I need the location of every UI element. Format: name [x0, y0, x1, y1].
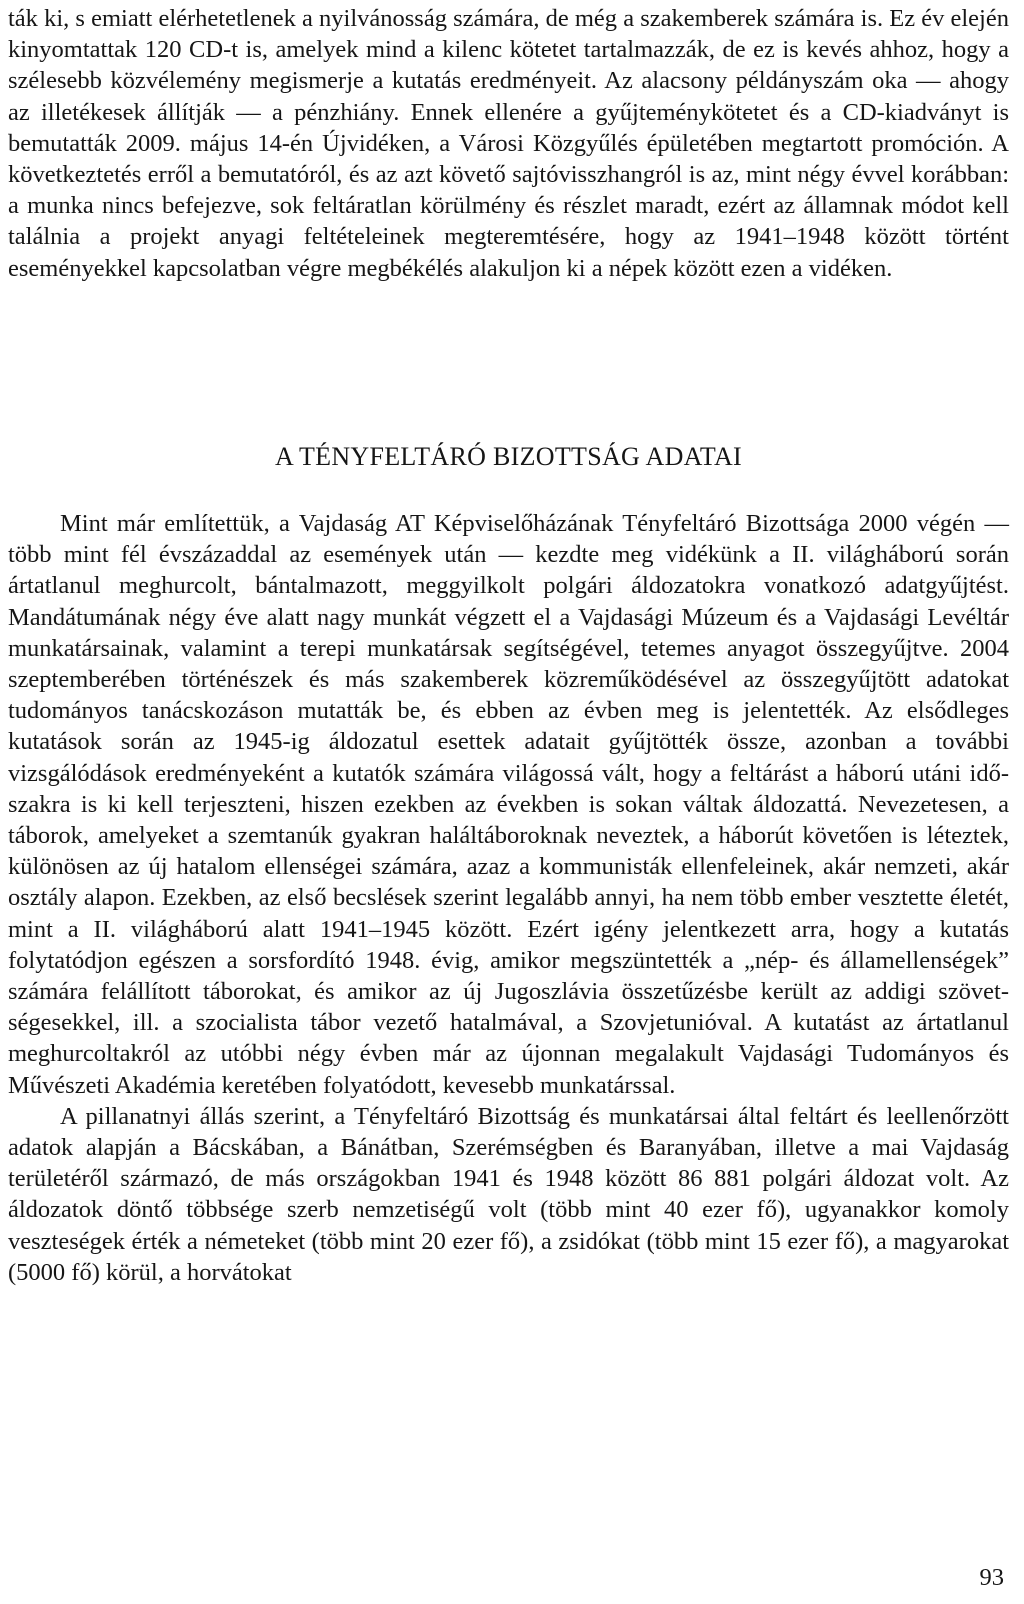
body-paragraph: A pillanatnyi állás szerint, a Tényfeltáró Bizottság és munkatársai által feltárt és leellenőrzött adatok alapján a Bácskában, a Bánátban, Szerémségben és Baranyában, illetve a mai Vajdaság területéről származó, de más országokban 1941 és 1948 között 86 881 polgári áldozat volt. Az áldozatok döntő többsége szerb nemzetiségű volt (több mint 40 ezer fő), ugyanakkor komoly veszteségek érték a németeket (több mint 20 ezer fő), a zsidókat (több mint 15 ezer fő), a magyarokat (5000 fő) körül, a horvátokat — [8, 1102, 1009, 1286]
page-number: 93 — [979, 1564, 1004, 1591]
body-paragraph: Mint már említettük, a Vajdaság AT Képviselőházának Tényfeltáró Bizottsága 2000 végén — több mint fél évszázaddal az események után — kezdte meg vidékünk a II. világháború során ártatlanul meghurcolt, bántalmazott, meggyilkolt polgári áldozatokra vonatkozó adatgyűjtést. Mandátumának négy éve alatt nagy munkát végzett el a Vajdasági Múzeum és a Vajdasági Levéltár munkatársainak, valamint a terepi munkatársak segítségével, tetemes anyagot összegyűjtve. 2004 szeptemberében történészek és más szakemberek közreműködésével az összegyűjtött adatokat tudományos tanácskozáson mutatták be, és ebben az évben meg is jelentették. Az elsődleges kutatások során az 1945-ig áldozatul esettek adatait gyűjtötték össze, azonban a további vizsgálódások eredményeként a kutatók számára világossá vált, hogy a feltárást a háború utáni időszakra is ki kell terjeszteni, hiszen ezekben az években is sokan váltak áldozattá. Nevezetesen, a táborok, amelyeket a szemtanúk gyakran haláltáboroknak neveztek, a háborút követően is léteztek, különösen az új hatalom ellenségei számára, azaz a kommunisták ellenfeleinek, akár nemzeti, akár osztály alapon. Ezekben, az első becslések szerint legalább annyi, ha nem több ember vesztette életét, mint a II. világháború alatt 1941–1945 között. Ezért igény jelentkezett arra, hogy a kutatás folytatódjon egészen a sorsfordító 1948. évig, amikor megszüntették a „nép- és államellenségek” számára felállított táborokat, és amikor az új Jugoszlávia összetűzésbe került az addigi szövetségesekkel, ill. a szocialista tábor vezető hatalmával, a Szovjetunióval. A kutatást az ártatlanul meghurcoltakról az utóbbi négy évben már az újonnan megalakult Vajdasági Tudományos és Művészeti Akadémia keretében folyatódott, kevesebb munkatárssal. — [8, 510, 1009, 1099]
section-heading: A TÉNYFELTÁRÓ BIZOTTSÁG ADATAI — [275, 442, 742, 471]
intro-paragraph: ták ki, s emiatt elérhetetlenek a nyilvánosság számára, de még a szakemberek számára is. Ez év elején kinyomtattak 120 CD-t is, amelyek mind a kilenc kötetet tartalmazzák, de ez is kevés ahhoz, hogy a szélesebb közvélemény megismerje a kutatás eredményeit. Az alacsony példányszám oka — ahogy az illetékesek állítják — a pénzhiány. Ennek ellenére a gyűjteménykötetet és a CD-kiadványt is bemutatták 2009. május 14-én Újvidéken, a Városi Közgyűlés épületében megtartott promóción. A következtetés erről a bemutatóról, és az azt követő sajtóvisszhangról is az, mint négy évvel korábban: a munka nincs befejezve, sok feltáratlan körülmény és részlet maradt, ezért az államnak módot kell találnia a projekt anyagi feltételeinek megteremtésére, hogy az 1941–1948 között történt eseményekkel kapcsolatban végre megbékélés alakuljon ki a népek között ezen a vidéken. — [8, 5, 1009, 282]
section-body — [8, 508, 1009, 1288]
